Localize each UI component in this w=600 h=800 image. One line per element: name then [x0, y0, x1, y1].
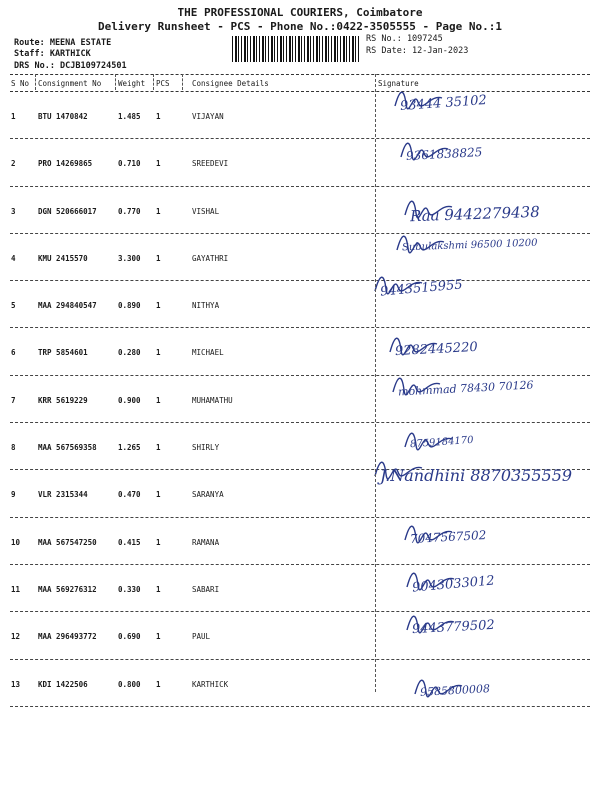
- row-weight: 0.800: [118, 679, 141, 689]
- row-consignment: DGN 520666017: [38, 206, 97, 216]
- signature-scribble: [370, 454, 430, 484]
- row-consignee: SHIRLY: [192, 443, 220, 453]
- row-consignment: KDI 1422506: [38, 679, 88, 689]
- rs-number: RS No.: 1097245: [366, 34, 443, 44]
- barcode: [232, 36, 360, 62]
- row-sno: 10: [11, 537, 21, 547]
- table-row: [10, 139, 590, 186]
- staff-label: Staff: KARTHICK: [14, 49, 91, 59]
- row-weight: 0.415: [118, 537, 141, 547]
- table-row: [10, 277, 590, 328]
- row-consignment: BTU 1470842: [38, 112, 88, 121]
- row-weight: 0.770: [118, 206, 141, 216]
- signature-scribble: [388, 370, 448, 400]
- table-body: [10, 92, 590, 707]
- runsheet-table: [10, 74, 590, 707]
- signature-scribble: [370, 269, 430, 299]
- row-weight: 0.470: [118, 490, 141, 500]
- signature-scribble: [400, 425, 460, 455]
- row-sno: 8: [11, 443, 16, 453]
- row-weight: 0.890: [118, 301, 141, 311]
- row-pcs: 1: [156, 348, 161, 358]
- signature-scribble: [400, 518, 460, 548]
- table-row: [10, 423, 590, 470]
- handwritten-signature: 9585800008: [419, 681, 491, 699]
- handwritten-signature: Subulakshmi 96500 10200: [401, 237, 538, 254]
- table-row: [10, 328, 590, 375]
- row-consignee: VIJAYAN: [192, 112, 224, 121]
- handwritten-signature: 9361838825: [405, 145, 483, 164]
- row-pcs: 1: [156, 443, 161, 453]
- row-weight: 1.265: [118, 443, 141, 453]
- row-weight: 0.330: [118, 584, 141, 594]
- row-weight: 0.690: [118, 632, 141, 642]
- signature-scribble: [402, 565, 462, 595]
- row-sno: 11: [11, 584, 21, 594]
- row-sno: 5: [11, 301, 16, 311]
- handwritten-signature: 93444 35102: [399, 92, 488, 115]
- row-pcs: 1: [156, 632, 161, 642]
- row-consignment: PRO 14269865: [38, 159, 93, 169]
- row-consignee: NITHYA: [192, 301, 220, 311]
- row-consignee: PAUL: [192, 632, 211, 642]
- table-row: [10, 518, 590, 565]
- row-weight: 0.280: [118, 348, 141, 358]
- table-row: [10, 466, 590, 517]
- signature-scribble: [390, 84, 450, 114]
- row-sno: 3: [11, 206, 16, 216]
- handwritten-signature: 9443515955: [379, 277, 464, 300]
- row-consignee: MUHAMATHU: [192, 395, 233, 405]
- row-consignee: SREEDEVI: [192, 159, 229, 169]
- signature-scribble: [410, 672, 470, 702]
- row-consignment: MAA 296493772: [38, 632, 97, 642]
- row-consignment: MAA 294840547: [38, 301, 97, 311]
- row-sno: 13: [11, 679, 21, 689]
- signature-scribble: [400, 193, 460, 223]
- col-signature: Signature: [378, 79, 419, 88]
- table-row: [10, 234, 590, 281]
- handwritten-signature: 8759184170: [409, 434, 474, 451]
- table-row: [10, 612, 590, 659]
- row-pcs: 1: [156, 159, 161, 169]
- row-weight: 0.710: [118, 159, 141, 169]
- row-consignment: KMU 2415570: [38, 253, 88, 263]
- row-consignment: TRP 5854601: [38, 348, 88, 358]
- col-pcs: PCS: [156, 79, 170, 88]
- col-consignee: Consignee Details: [192, 79, 269, 88]
- row-sno: 2: [11, 159, 16, 169]
- row-pcs: 1: [156, 301, 161, 311]
- row-consignment: MAA 567547250: [38, 537, 97, 547]
- signature-scribble: [396, 135, 456, 165]
- row-consignee: SARANYA: [192, 490, 224, 500]
- row-weight: 1.485: [118, 112, 141, 121]
- route-label: Route: MEENA ESTATE: [14, 38, 112, 48]
- col-consignment: Consignment No: [38, 79, 102, 88]
- row-weight: 0.900: [118, 395, 141, 405]
- row-pcs: 1: [156, 253, 161, 263]
- rs-date: RS Date: 12-Jan-2023: [366, 46, 469, 56]
- row-pcs: 1: [156, 395, 161, 405]
- signature-scribble: [385, 330, 445, 360]
- row-sno: 6: [11, 348, 16, 358]
- table-row: [10, 565, 590, 612]
- row-pcs: 1: [156, 206, 161, 216]
- row-consignment: KRR 5619229: [38, 395, 88, 405]
- row-consignee: VISHAL: [192, 206, 220, 216]
- row-weight: 3.300: [118, 253, 141, 263]
- handwritten-signature: 9443779502: [411, 618, 496, 638]
- row-pcs: 1: [156, 537, 161, 547]
- table-row: [10, 92, 590, 139]
- row-consignee: KARTHICK: [192, 679, 229, 689]
- table-row: [10, 187, 590, 234]
- row-consignee: SABARI: [192, 584, 220, 594]
- row-sno: 9: [11, 490, 16, 500]
- handwritten-signature: 9043033012: [411, 573, 496, 596]
- handwritten-signature: Raa 9442279438: [409, 202, 541, 225]
- row-sno: 4: [11, 253, 16, 263]
- row-consignment: VLR 2315344: [38, 490, 88, 500]
- drs-label: DRS No.: DCJB109724501: [14, 61, 127, 71]
- row-consignee: GAYATHRI: [192, 253, 229, 263]
- row-pcs: 1: [156, 584, 161, 594]
- row-pcs: 1: [156, 490, 161, 500]
- col-weight: Weight: [118, 79, 146, 88]
- row-pcs: 1: [156, 112, 161, 121]
- row-consignee: MICHAEL: [192, 348, 224, 358]
- row-pcs: 1: [156, 679, 161, 689]
- table-header: [10, 75, 590, 92]
- handwritten-signature: 7047567502: [409, 527, 487, 546]
- table-row: [10, 376, 590, 423]
- table-row: [10, 660, 590, 707]
- signature-scribble: [392, 228, 452, 258]
- row-consignee: RAMANA: [192, 537, 220, 547]
- row-consignment: MAA 569276312: [38, 584, 97, 594]
- handwritten-signature: mohmmad 78430 70126: [397, 378, 534, 399]
- row-sno: 1: [11, 112, 16, 121]
- col-sno: S No: [11, 79, 30, 88]
- row-sno: 12: [11, 632, 21, 642]
- company-title: THE PROFESSIONAL COURIERS, Coimbatore: [177, 6, 423, 19]
- row-sno: 7: [11, 395, 16, 405]
- signature-scribble: [402, 608, 462, 638]
- handwritten-signature: 9282445220: [394, 340, 479, 360]
- handwritten-signature: J.Nandhini 8870355559: [380, 466, 573, 486]
- runsheet-subtitle: Delivery Runsheet - PCS - Phone No.:0422-3505555 - Page No.:1: [98, 20, 502, 33]
- row-consignment: MAA 567569358: [38, 443, 97, 453]
